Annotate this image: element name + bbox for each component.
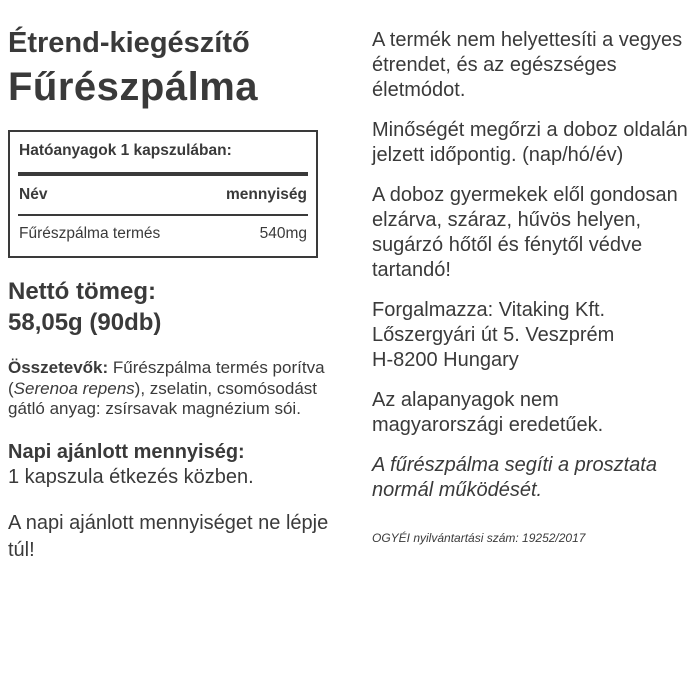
composition-text-a: Fűrészpálma termés porítva (	[8, 358, 325, 398]
dose-warning: A napi ajánlott mennyiséget ne lépje túl!	[8, 511, 329, 561]
table-heading: Hatóanyagok 1 kapszulában:	[19, 142, 232, 159]
distributor-info	[372, 298, 692, 373]
storage-notice: A doboz gyermekek elől gondosan elzárva, száraz, hűvös helyen, sugárzó hőtől és fénytől védve tartandó!	[372, 184, 678, 281]
product-title: Fűrészpálma	[8, 65, 259, 109]
composition-text-b: ), zselatin, csomósodást gátló anyag: zsírsavak magnézium sói.	[8, 378, 318, 418]
ingredient-name: Fűrészpálma termés	[19, 225, 161, 242]
table-thick-rule	[18, 172, 308, 176]
active-ingredients-table	[8, 130, 318, 258]
composition-latin-name: Serenoa repens	[13, 378, 135, 398]
health-claim: A fűrészpálma segíti a prosztata normál működését.	[372, 454, 657, 501]
ingredient-amount: 540mg	[259, 225, 307, 242]
net-weight-label: Nettó tömeg:	[8, 278, 156, 305]
net-weight-value: 58,05g (90db)	[8, 309, 162, 336]
column-amount-header: mennyiség	[226, 186, 307, 203]
replacement-notice: A termék nem helyettesíti a vegyes étrendet, és az egészséges életmódot.	[372, 29, 683, 101]
distributor-line-1: Forgalmazza: Vitaking Kft.	[372, 299, 606, 321]
composition-text	[8, 358, 333, 420]
daily-dosage	[8, 440, 333, 490]
left-column	[8, 26, 333, 564]
table-thin-rule	[18, 214, 308, 216]
origin-notice: Az alapanyagok nem magyarországi eredetűek.	[372, 389, 604, 436]
dosage-label: Napi ajánlott mennyiség:	[8, 440, 245, 463]
table-column-headers	[19, 186, 307, 204]
product-category: Étrend-kiegészítő	[8, 27, 250, 59]
table-row	[19, 225, 307, 243]
composition-label: Összetevők:	[8, 358, 109, 377]
dosage-text: 1 kapszula étkezés közben.	[8, 465, 254, 488]
distributor-line-3: H-8200 Hungary	[372, 349, 519, 371]
best-before-notice: Minőségét megőrzi a doboz oldalán jelzett időpontig. (nap/hó/év)	[372, 119, 688, 166]
distributor-line-2: Lőszergyári út 5. Veszprém	[372, 324, 615, 346]
registration-number: OGYÉI nyilvántartási szám: 19252/2017	[372, 531, 586, 545]
net-weight	[8, 276, 333, 338]
column-name-header: Név	[19, 186, 48, 203]
right-column	[372, 28, 692, 545]
